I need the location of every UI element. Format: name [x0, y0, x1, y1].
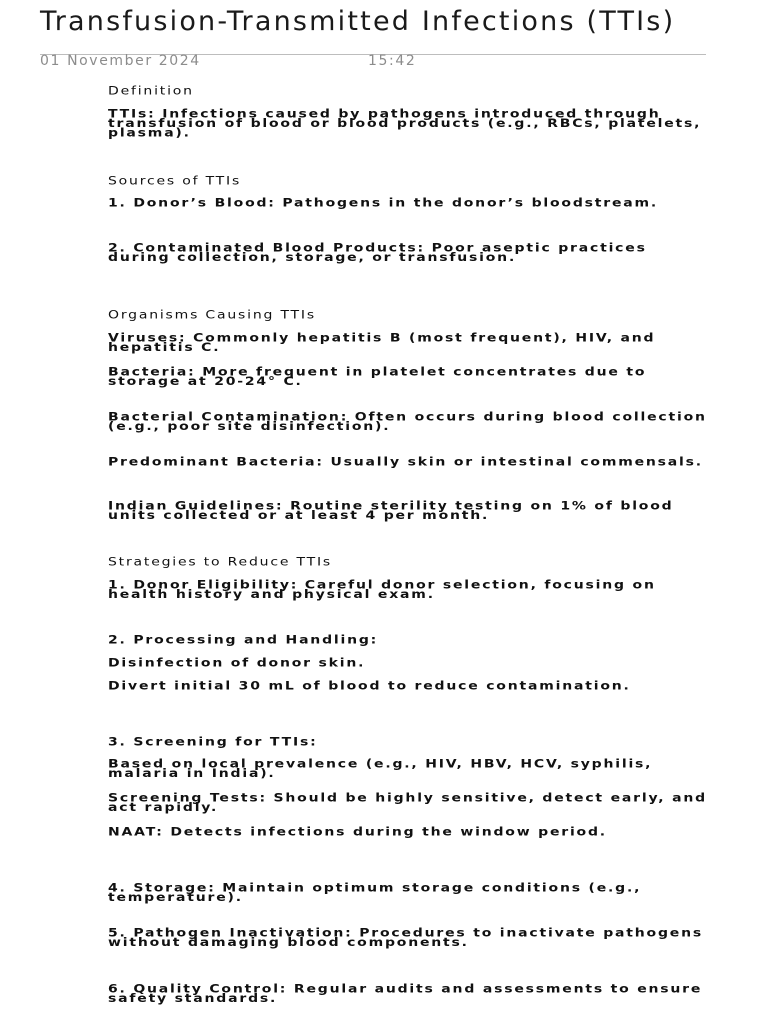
indian-guidelines: Indian Guidelines: Routine sterility testing on 1% of blood units collected or at least 4 per month. — [108, 499, 674, 523]
organism-bacterial-contamination: Bacterial Contamination: Often occurs during blood collection (e.g., poor site disinfection). — [108, 410, 707, 434]
organisms-heading: Organisms Causing TTIs — [108, 308, 316, 323]
note-time: 15:42 — [368, 53, 417, 69]
note-title: Transfusion-Transmitted Infections (TTIs) — [40, 6, 676, 37]
strategy-screening: 3. Screening for TTIs: — [108, 735, 318, 750]
screening-naat: NAAT: Detects infections during the window period. — [108, 825, 607, 840]
strategy-disinfection: Disinfection of donor skin. — [108, 656, 366, 671]
screening-local-prevalence: Based on local prevalence (e.g., HIV, HBV, HCV, syphilis, malaria in India). — [108, 757, 653, 781]
strategy-donor-eligibility: 1. Donor Eligibility: Careful donor selection, focusing on health history and physical exam. — [108, 578, 656, 602]
sources-heading: Sources of TTIs — [108, 174, 242, 189]
strategy-storage: 4. Storage: Maintain optimum storage conditions (e.g., temperature). — [108, 881, 642, 905]
note-date: 01 November 2024 — [40, 53, 201, 69]
source-item-donor-blood: 1. Donor’s Blood: Pathogens in the donor’s bloodstream. — [108, 196, 659, 211]
definition-heading: Definition — [108, 84, 194, 99]
strategy-divert-blood: Divert initial 30 mL of blood to reduce contamination. — [108, 679, 631, 694]
screening-tests: Screening Tests: Should be highly sensitive, detect early, and act rapidly. — [108, 791, 707, 815]
organism-bacteria: Bacteria: More frequent in platelet concentrates due to storage at 20-24° C. — [108, 365, 647, 389]
strategies-heading: Strategies to Reduce TTIs — [108, 555, 332, 570]
source-item-contaminated-products: 2. Contaminated Blood Products: Poor aseptic practices during collection, storage, or transfusion. — [108, 241, 647, 265]
organism-predominant-bacteria: Predominant Bacteria: Usually skin or intestinal commensals. — [108, 455, 703, 470]
definition-text: TTIs: Infections caused by pathogens introduced through transfusion of blood or blood products (e.g., RBCs, platelets, plasma). — [108, 107, 702, 140]
organism-viruses: Viruses: Commonly hepatitis B (most frequent), HIV, and hepatitis C. — [108, 331, 656, 355]
strategy-pathogen-inactivation: 5. Pathogen Inactivation: Procedures to inactivate pathogens without damaging blood components. — [108, 926, 703, 950]
strategy-quality-control: 6. Quality Control: Regular audits and assessments to ensure safety standards. — [108, 982, 703, 1006]
strategy-processing-handling: 2. Processing and Handling: — [108, 633, 379, 648]
